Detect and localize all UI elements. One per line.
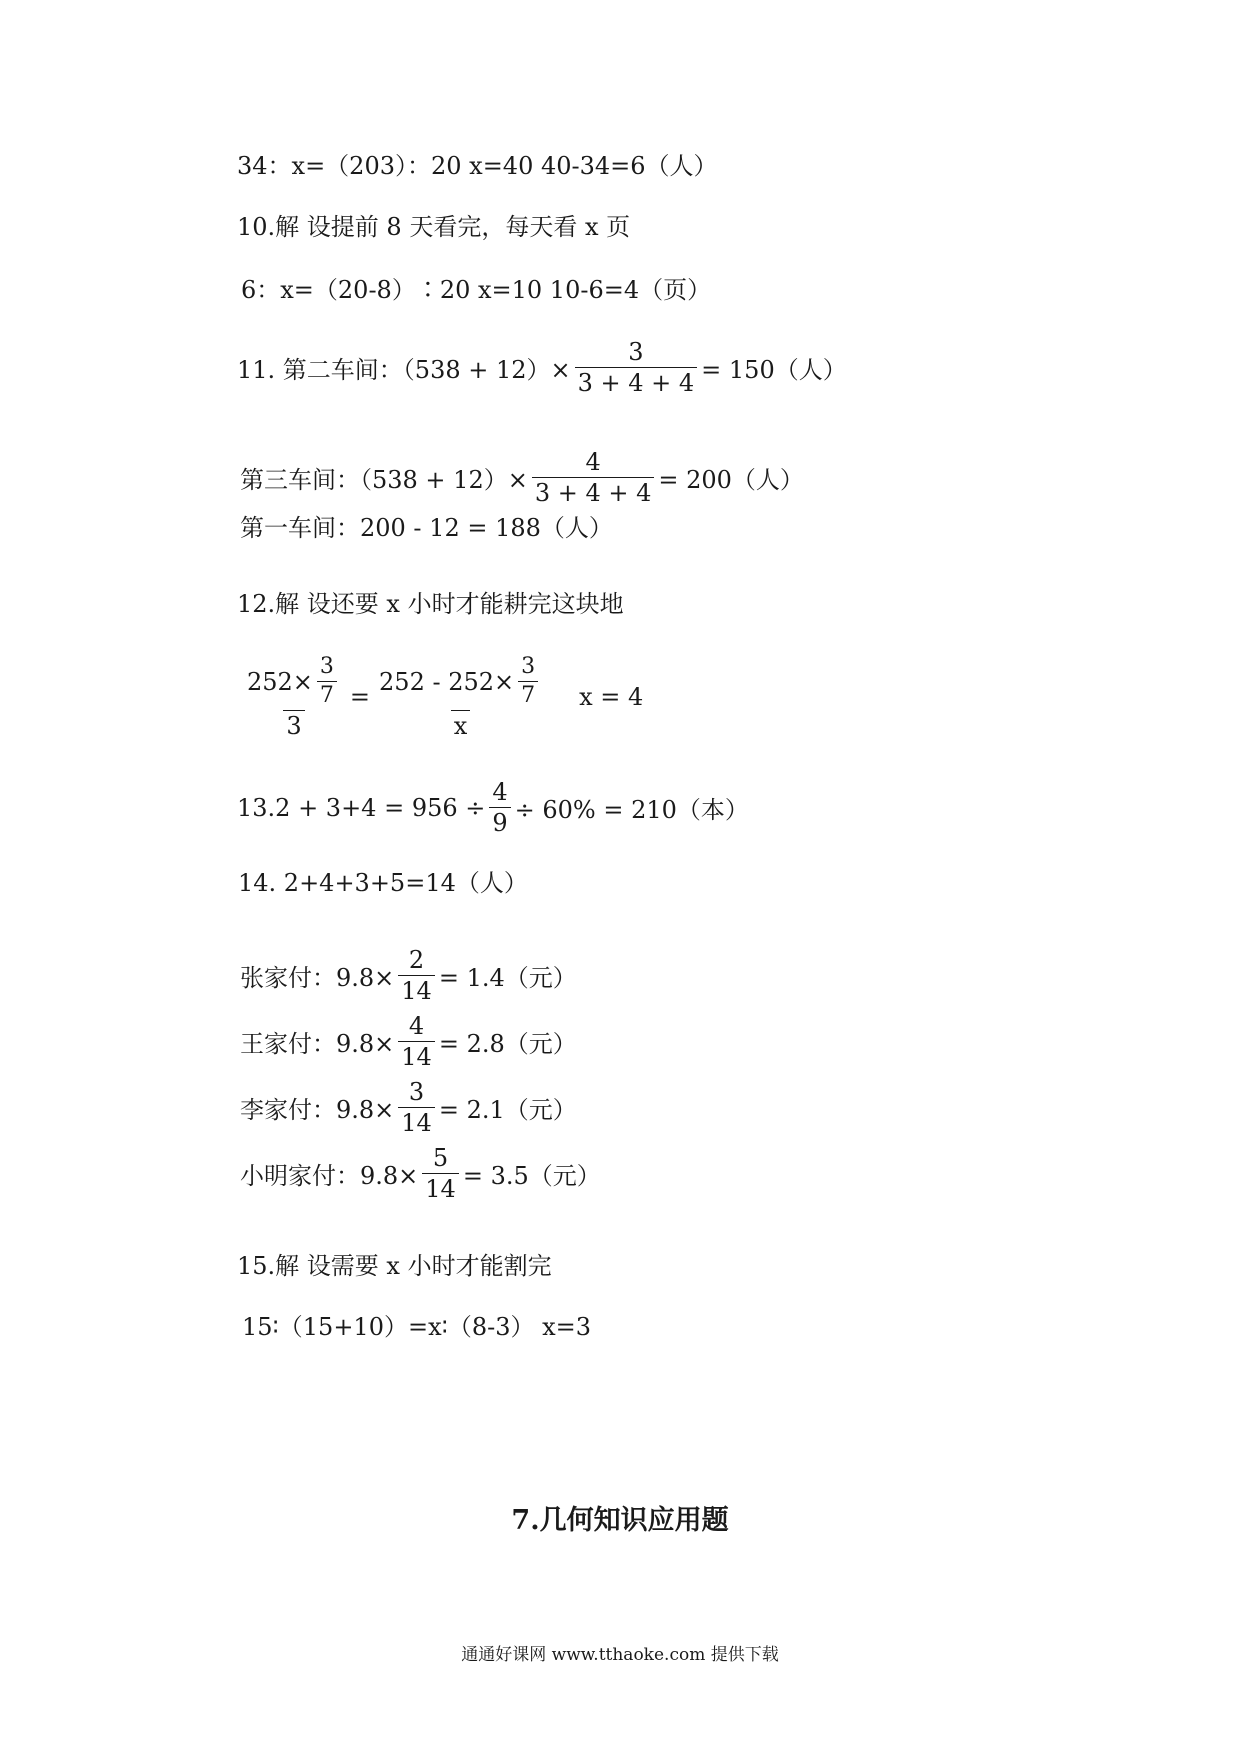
q12-left-inner-den: 7 xyxy=(317,681,337,707)
payment-row xyxy=(240,1080,577,1135)
answer-11-workshop-two xyxy=(237,340,847,395)
payment-label: 王家付：9.8× xyxy=(240,1030,395,1058)
payment-label: 小明家付：9.8× xyxy=(240,1162,419,1190)
q12-left-numerator xyxy=(244,656,344,710)
payment-numerator: 2 xyxy=(408,946,425,974)
q12-right-fraction xyxy=(376,656,545,738)
page-footer: 通通好课网 www.tthaoke.com 提供下载 xyxy=(461,1645,779,1665)
payment-denominator: 14 xyxy=(398,1107,435,1135)
q11-line1-fraction xyxy=(575,340,698,395)
payment-row xyxy=(240,1146,601,1201)
payment-result: = 1.4（元） xyxy=(438,964,577,992)
q12-right-denominator: x xyxy=(451,710,471,738)
payment-denominator: 14 xyxy=(422,1173,459,1201)
payment-numerator: 5 xyxy=(432,1144,449,1172)
payment-result: = 2.8（元） xyxy=(438,1030,577,1058)
payment-denominator: 14 xyxy=(398,1041,435,1069)
q12-right-inner-num: 3 xyxy=(521,654,536,679)
payment-numerator: 3 xyxy=(408,1078,425,1106)
answer-12-setup: 12.解 设还要 x 小时才能耕完这块地 xyxy=(237,590,624,618)
q13-suffix: ÷ 60% = 210（本） xyxy=(514,796,749,824)
q13-prefix: 13.2 + 3+4 = 956 ÷ xyxy=(237,793,486,822)
q11-line1-denominator: 3 + 4 + 4 xyxy=(575,367,698,395)
answer-13 xyxy=(237,780,749,835)
payment-result: = 3.5（元） xyxy=(462,1162,601,1190)
answer-15-ratio: 15∶（15+10）=x∶（8-3） x=3 xyxy=(242,1313,592,1341)
q12-right-inner-den: 7 xyxy=(518,681,538,707)
q12-left-inner-num: 3 xyxy=(319,654,334,679)
payment-numerator: 4 xyxy=(408,1012,425,1040)
q12-left-inner-fraction xyxy=(317,656,337,707)
q13-numerator: 4 xyxy=(492,778,508,806)
payment-fraction xyxy=(422,1146,459,1201)
payment-row xyxy=(240,1014,577,1069)
q13-fraction xyxy=(489,780,510,835)
q12-right-inner-fraction xyxy=(518,656,538,707)
q11-line2-result: = 200（人） xyxy=(658,466,804,494)
payment-row xyxy=(240,948,577,1003)
q12-left-denominator: 3 xyxy=(283,710,304,738)
q12-answer: x = 4 xyxy=(579,683,644,711)
payment-fraction xyxy=(398,948,435,1003)
payment-fraction xyxy=(398,1080,435,1135)
answer-10-setup: 10.解 设提前 8 天看完，每天看 x 页 xyxy=(237,213,631,241)
payment-label: 李家付：9.8× xyxy=(240,1096,395,1124)
q11-line1-result: = 150（人） xyxy=(701,356,847,384)
q12-equals: = xyxy=(349,683,371,711)
q12-right-numerator-text: 252 - 252× xyxy=(379,667,515,696)
q11-line2-prefix: 第三车间：（538 + 12）× xyxy=(240,466,528,494)
payment-label: 张家付：9.8× xyxy=(240,964,395,992)
q11-line2-numerator: 4 xyxy=(585,448,601,476)
q12-left-numerator-text: 252× xyxy=(247,667,313,696)
answer-15-setup: 15.解 设需要 x 小时才能割完 xyxy=(237,1252,552,1280)
answer-line-9-ratio: 34：x=（203）：20 x=40 40-34=6（人） xyxy=(237,152,718,180)
payment-denominator: 14 xyxy=(398,975,435,1003)
q12-left-fraction xyxy=(244,656,344,738)
answer-10-ratio: 6：x=（20-8）∶20 x=10 10-6=4（页） xyxy=(241,276,712,304)
payment-fraction xyxy=(398,1014,435,1069)
q11-line1-prefix: 11. 第二车间：（538 + 12）× xyxy=(237,356,571,384)
q11-line1-numerator: 3 xyxy=(628,338,644,366)
q11-line2-fraction xyxy=(532,450,655,505)
answer-12-equation xyxy=(240,656,643,738)
payment-result: = 2.1（元） xyxy=(438,1096,577,1124)
answer-11-workshop-three xyxy=(240,450,804,505)
answer-14-total: 14. 2+4+3+5=14（人） xyxy=(238,869,528,897)
answer-11-workshop-one: 第一车间：200 - 12 = 188（人） xyxy=(240,514,613,542)
q11-line2-denominator: 3 + 4 + 4 xyxy=(532,477,655,505)
section-heading: 7.几何知识应用题 xyxy=(511,1505,729,1536)
q12-right-numerator xyxy=(376,656,545,710)
q13-denominator: 9 xyxy=(489,807,510,835)
